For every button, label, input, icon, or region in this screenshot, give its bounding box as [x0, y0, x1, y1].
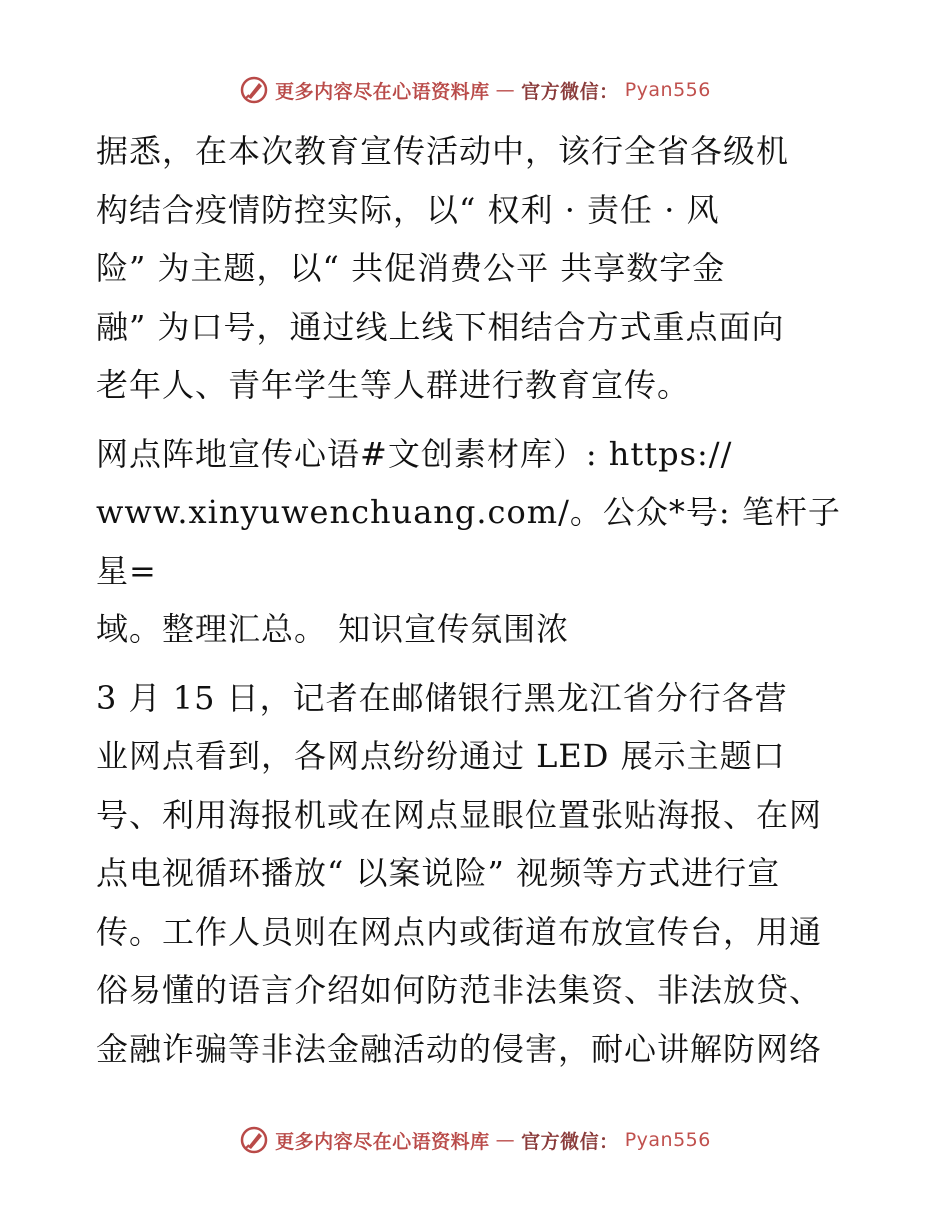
footer-dash: —	[495, 1129, 516, 1151]
footer-brand-text: 更多内容尽在心语资料库	[275, 1130, 490, 1153]
header-dash: —	[495, 79, 516, 101]
footer-banner	[0, 1120, 950, 1160]
header-banner	[0, 70, 950, 110]
pen-circle-logo-icon	[239, 75, 269, 105]
paragraph-source-note: 网点阵地宣传心语#文创素材库）: https:// www.xinyuwenchuang.com/。公众*号: 笔杆子星= 域。整理汇总。 知识宣传氛围浓	[96, 434, 841, 648]
paragraph-branch-activities: 3 月 15 日，记者在邮储银行黑龙江省分行各营 业网点看到，各网点纷纷通过 LED 展示主题口 号、利用海报机或在网点显眼位置张贴海报、在网 点电视循环播放“ 以案说险” 视频等方式进行宣 传。工作人员则在网点内或街道布放宣传台，用通 俗易懂的语言介绍如何防范非法集资、非法放贷、 金融诈骗等非法金融活动的侵害，耐心讲解防网络	[96, 678, 823, 1068]
document-body	[96, 122, 856, 1088]
header-brand-text: 更多内容尽在心语资料库	[275, 80, 490, 103]
footer-official-label: 官方微信：	[521, 1130, 619, 1153]
footer-contact-id: Pyan556	[624, 1129, 711, 1151]
pen-circle-logo-icon	[239, 1125, 269, 1155]
header-official-label: 官方微信：	[521, 80, 619, 103]
header-contact-id: Pyan556	[624, 79, 711, 101]
paragraph-campaign-summary: 据悉，在本次教育宣传活动中，该行全省各级机 构结合疫情防控实际，以“ 权利 · 责任 · 风 险” 为主题，以“ 共促消费公平 共享数字金 融” 为口号，通过线上线下相结合方式重点面向 老年人、青年学生等人群进行教育宣传。	[96, 132, 790, 404]
